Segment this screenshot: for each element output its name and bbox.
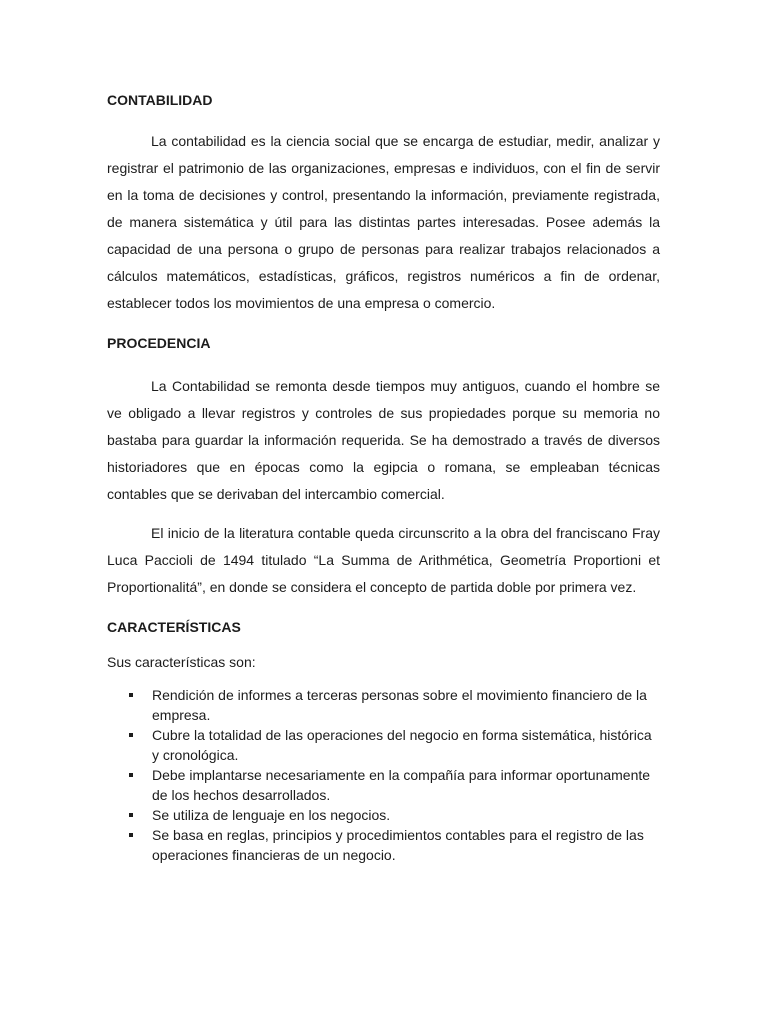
list-item [107, 805, 660, 825]
list-item-text: Se utiliza de lenguaje en los negocios. [152, 807, 391, 823]
caracteristicas-intro: Sus características son: [107, 654, 256, 670]
list-item-text: Debe implantarse necesariamente en la compañía para informar oportunamente de los hechos desarrollados. [152, 767, 651, 803]
list-item [107, 825, 660, 865]
square-bullet-icon [129, 833, 133, 837]
list-item-text: Cubre la totalidad de las operaciones del negocio en forma sistemática, histórica y cronológica. [152, 727, 652, 763]
heading-procedencia: PROCEDENCIA [107, 335, 211, 351]
list-item-text: Rendición de informes a terceras personas sobre el movimiento financiero de la empresa. [152, 687, 647, 723]
list-item [107, 725, 660, 765]
square-bullet-icon [129, 733, 133, 737]
caracteristicas-list [107, 685, 660, 865]
heading-contabilidad: CONTABILIDAD [107, 92, 213, 108]
paragraph-procedencia-2: El inicio de la literatura contable queda circunscrito a la obra del franciscano Fray Luca Paccioli de 1494 titulado “La Summa de Arithmética, Geometría Proportioni et Proportionalitá”, en donde se considera el concepto de partida doble por primera vez. [107, 525, 660, 595]
list-item [107, 685, 660, 725]
square-bullet-icon [129, 773, 133, 777]
heading-caracteristicas: CARACTERÍSTICAS [107, 619, 241, 635]
square-bullet-icon [129, 813, 133, 817]
list-item-text: Se basa en reglas, principios y procedimientos contables para el registro de las operaciones financieras de un negocio. [152, 827, 644, 863]
list-item [107, 765, 660, 805]
square-bullet-icon [129, 693, 133, 697]
document-page [107, 89, 660, 865]
paragraph-procedencia-1: La Contabilidad se remonta desde tiempos muy antiguos, cuando el hombre se ve obligado a llevar registros y controles de sus propiedades porque su memoria no bastaba para guardar la información requerida. Se ha demostrado a través de diversos historiadores que en épocas como la egipcia o romana, se empleaban técnicas contables que se derivaban del intercambio comercial. [107, 378, 660, 502]
paragraph-contabilidad: La contabilidad es la ciencia social que se encarga de estudiar, medir, analizar y registrar el patrimonio de las organizaciones, empresas e individuos, con el fin de servir en la toma de decisiones y control, presentando la información, previamente registrada, de manera sistemática y útil para las distintas partes interesadas. Posee además la capacidad de una persona o grupo de personas para realizar trabajos relacionados a cálculos matemáticos, estadísticas, gráficos, registros numéricos a fin de ordenar, establecer todos los movimientos de una empresa o comercio. [107, 133, 660, 311]
